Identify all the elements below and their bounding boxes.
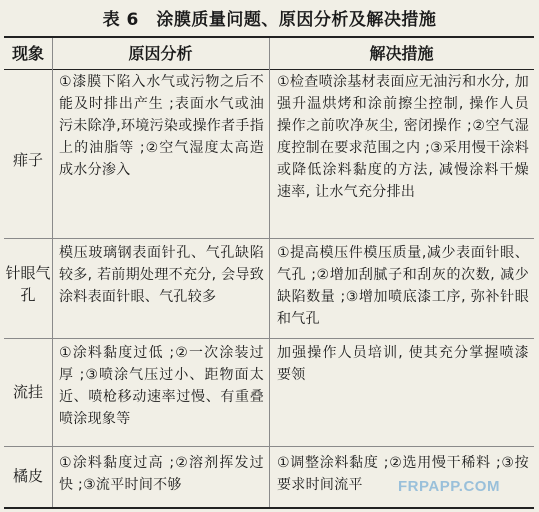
table-bottom-rule <box>4 507 534 509</box>
row-1-issue: 痱子 <box>12 151 43 169</box>
row-1-solution: ①检查喷涂基材表面应无油污和水分, 加强升温烘烤和涂前擦尘控制, 操作人员操作之前吹净灰尘, 密闭操作 ;②空气湿度控制在要求范围之内 ;③采用慢干涂料或降低涂料黏度的方法, 减慢涂料干燥速率, 让水气充分排出 <box>277 74 529 200</box>
row-4-issue: 橘皮 <box>12 467 43 485</box>
row-2-solution: ①提高模压件模压质量,减少表面针眼、气孔 ;②增加刮腻子和刮灰的次数, 减少缺陷数量 ;③增加喷底漆工序, 弥补针眼和气孔 <box>277 245 529 327</box>
row-3-solution: 加强操作人员培训, 使其充分掌握喷漆要领 <box>277 345 529 383</box>
header-issue: 现象 <box>11 44 44 63</box>
header-solution: 解决措施 <box>369 44 434 63</box>
row-3-issue: 流挂 <box>12 383 43 401</box>
row-2-cause: 模压玻璃钢表面针孔、气孔缺陷较多, 若前期处理不充分, 会导致涂料表面针眼、气孔较多 <box>59 245 264 305</box>
row-divider-2 <box>4 338 534 339</box>
table-title: 表 6 涂膜质量问题、原因分析及解决措施 <box>102 10 437 30</box>
column-divider-2 <box>269 38 270 507</box>
row-3-cause: ①涂料黏度过低 ;②一次涂装过厚 ;③喷涂气压过小、距物面太近、喷枪移动速率过慢、有重叠喷涂现象等 <box>59 345 264 427</box>
column-divider-1 <box>52 38 53 507</box>
row-1-cause: ①漆膜下陷入水气或污物之后不能及时排出产生 ;表面水气或油污未除净,环境污染或操作者手指上的油脂等 ;②空气湿度太高造成水分渗入 <box>59 74 264 178</box>
site-watermark: FRPAPP.COM <box>398 478 500 495</box>
header-cause: 原因分析 <box>128 44 193 63</box>
row-4-solution: ①调整涂料黏度 ;②选用慢干稀料 ;③按要求时间流平 <box>277 455 529 493</box>
row-divider-3 <box>4 446 534 447</box>
row-2-issue: 针眼气孔 <box>5 264 51 304</box>
row-divider-1 <box>4 238 534 239</box>
row-4-cause: ①涂料黏度过高 ;②溶剂挥发过快 ;③流平时间不够 <box>59 455 264 493</box>
